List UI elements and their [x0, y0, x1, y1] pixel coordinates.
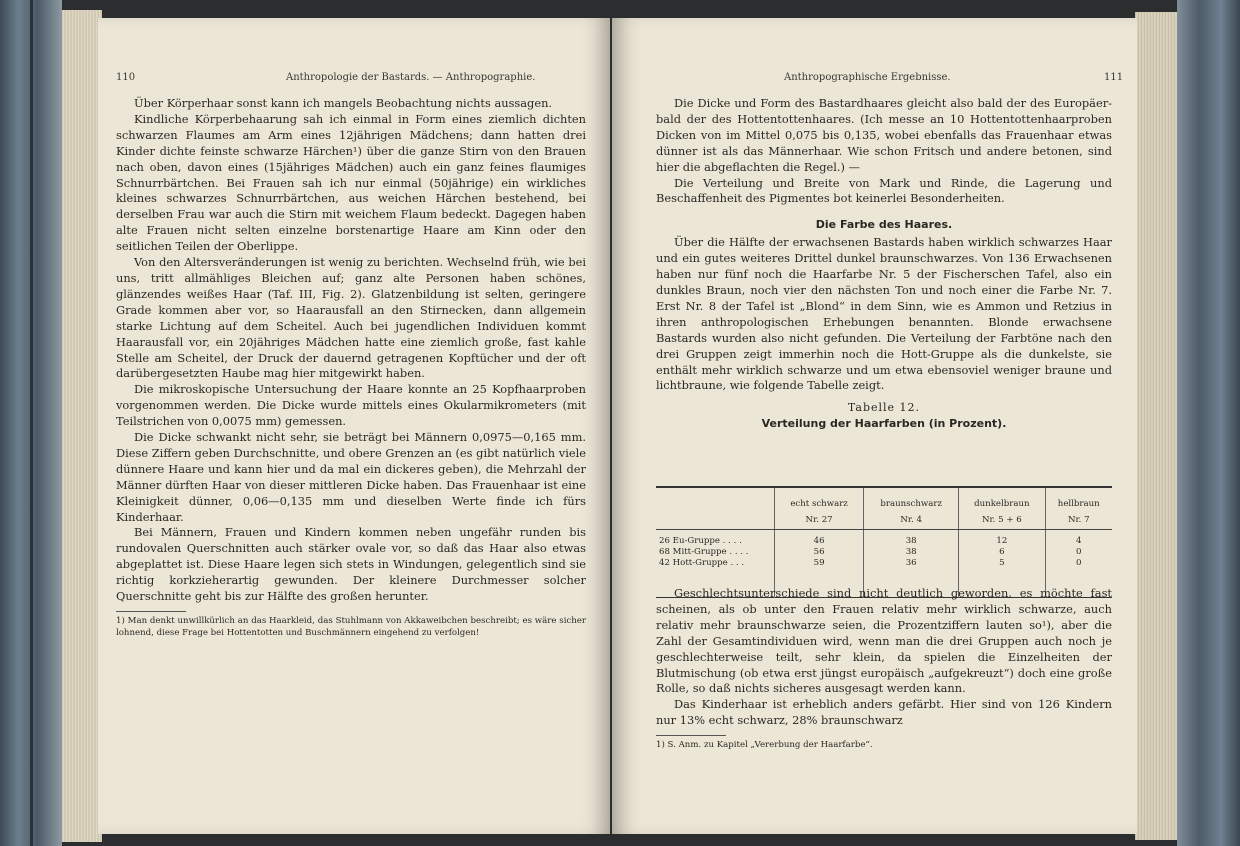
- table-corner: [656, 511, 775, 530]
- table-cell: 46: [775, 530, 864, 548]
- paragraph: Die Verteilung und Breite von Mark und Rinde, die Lagerung und Beschaffenheit des Pigmentes bot keinerlei Besonderheiten.: [656, 175, 1112, 206]
- paragraph: Von den Altersveränderungen ist wenig zu berichten. Wechselnd früh, wie bei uns, tritt allmähliges Bleichen auf; ganz alte Personen haben schönes, glänzendes weißes Haar (Taf. III, Fig. 2). Glatzenbildung ist selten, geringere Grade kommen aber vor, so Haarausfall an den Stirnecken, dann allgemein starke Lichtung auf dem Scheitel. Auch bei jugendlichen Individuen kommt Haarausfall vor, ein 20jähriges Mädchen hatte eine ziemlich große, fast kahle Stelle am Scheitel, der Druck der dauernd getragenen Kopftücher und der oft darübergesetzten Haube mag hier mitgewirkt haben.: [116, 255, 586, 381]
- paragraph: Die mikroskopische Untersuchung der Haare konnte an 25 Kopfhaarproben vorgenommen werden. Die Dicke wurde mittels eines Okularmikrometers (mit Teilstrichen von 0,0075 mm) gemessen.: [116, 382, 586, 429]
- table-cell: 56: [775, 547, 864, 558]
- paragraph: Kindliche Körperbehaarung sah ich einmal in Form eines ziemlich dichten schwarzen Flaumes am Arm eines 12jährigen Mädchens; dann hatten drei Kinder dichte feinste schwarze Härchen¹) über die ganze Stirn von den Brauen nach oben, davon eines (15jähriges Mädchen) auch ein ganz feines flaumiges Schnurrbärtchen. Bei Frauen sah ich nur einmal (50jährige) ein wirkliches kleines schwarzes Schnurrbärtchen, aus weichen Härchen bestehend, bei derselben Frau war auch die Stirn mit weichem Flaum bedeckt. Dagegen haben alte Frauen nicht selten einzelne borstenartige Haare am Kinn oder den seitlichen Teilen der Oberlippe.: [116, 111, 586, 254]
- running-head: Anthropologie der Bastards. — Anthropographie.: [286, 72, 536, 83]
- book-spine-right: [1177, 0, 1240, 846]
- footnote-rule: [116, 611, 186, 612]
- paragraph: Das Kinderhaar ist erheblich anders gefärbt. Hier sind von 126 Kindern nur 13% echt schwarz, 28% braunschwarz: [656, 697, 1112, 728]
- column-header: dunkelbraun: [959, 487, 1045, 511]
- column-header: echt schwarz: [775, 487, 864, 511]
- column-header: hellbraun: [1045, 487, 1112, 511]
- page-edges-right: [1135, 12, 1177, 840]
- footnote: 1) S. Anm. zu Kapitel „Vererbung der Haarfarbe“.: [656, 740, 873, 751]
- paragraph: Die Dicke und Form des Bastardhaares gleicht also bald der des Europäer- bald der des Hottentottenhaares. (Ich messe an 10 Hottentottenhaarproben Dicken von im Mittel 0,075 bis 0,135, wobei ebenfalls das Frauenhaar etwas dünner ist als das Männerhaar. Wie schon Fritsch und andere betonen, sind hier die abgeflachten die Regel.) —: [656, 96, 1112, 174]
- table-cell: 0: [1045, 547, 1112, 558]
- right-body-bottom: [656, 586, 1112, 751]
- column-subheader: Nr. 4: [864, 511, 959, 530]
- table-cell: 38: [864, 547, 959, 558]
- running-head: Anthropographische Ergebnisse.: [784, 72, 951, 83]
- page-edges-left: [62, 10, 102, 842]
- column-subheader: Nr. 27: [775, 511, 864, 530]
- left-page: [98, 18, 610, 834]
- left-body: [116, 96, 586, 639]
- row-label: 26 Eu-Gruppe . . . .: [659, 536, 742, 546]
- column-header: braunschwarz: [864, 487, 959, 511]
- paragraph: Geschlechtsunterschiede sind nicht deutlich geworden, es möchte fast scheinen, als ob unter den Frauen relativ mehr wirklich schwarze, auch relativ mehr braunschwarze seien, die Prozentziffern lauten so¹), aber die Zahl der Gesamtindividuen wird, wenn man die drei Gruppen auch noch je geschlechterweise teilt, sehr klein, da spielen die Einzelheiten der Blutmischung (ob etwa erst jüngst europäisch „aufgekreuzt“) doch eine große Rolle, so daß nichts sicheres ausgesagt werden kann.: [656, 586, 1112, 696]
- table-cell: 38: [864, 530, 959, 548]
- paragraph: Über die Hälfte der erwachsenen Bastards haben wirklich schwarzes Haar und ein gutes weiteres Drittel dunkel braunschwarzes. Von 136 Erwachsenen haben nur fünf noch die Haarfarbe Nr. 5 der Fischerschen Tafel, also ein dunkles Braun, noch vier den nächsten Ton und noch einer die Farbe Nr. 7. Erst Nr. 8 der Tafel ist „Blond“ in dem Sinn, wie es Ammon und Retzius in ihren anthropologischen Erhebungen benannten. Blonde erwachsene Bastards wurden also nicht gefunden. Die Verteilung der Farbtöne nach den drei Gruppen zeigt immerhin noch die Hott-Gruppe als die dunkelste, sie enthält mehr wirklich schwarze und um etwa ebensoviel weniger braune und lichtbraune, wie folgende Tabelle zeigt.: [656, 235, 1112, 393]
- table-caption: [656, 400, 1112, 432]
- table-cell: 6: [959, 547, 1045, 558]
- right-body-top: [656, 96, 1112, 432]
- table-title: Tabelle 12.: [847, 401, 921, 415]
- right-page: [612, 18, 1137, 834]
- hair-color-table: [656, 486, 1112, 598]
- page-number: 111: [1104, 72, 1124, 83]
- paragraph: Bei Männern, Frauen und Kindern kommen neben ungefähr runden bis rundovalen Querschnitten auch stärker ovale vor, so daß das Haar also etwas abgeplattet ist. Diese Haare legen sich stets in Windungen, gelegentlich sind sie richtig korkzieherartig gewunden. Der kleinere Durchmesser solcher Querschnitte geht bis zur Hälfte des großen herunter.: [116, 525, 586, 604]
- column-subheader: Nr. 5 + 6: [959, 511, 1045, 530]
- table-cell: 4: [1045, 530, 1112, 548]
- table-row: [656, 530, 1112, 548]
- table-cell: 36: [864, 558, 959, 598]
- paragraph: Die Dicke schwankt nicht sehr, sie beträgt bei Männern 0,0975—0,165 mm. Diese Ziffern geben Durchschnitte, und obere Grenzen an (es gibt natürlich viele dünnere Haare und kann hier und da mal ein dickeres geben), die Mehrzahl der Männer dürften Haar von dieser mittleren Dicke haben. Das Frauenhaar ist eine Kleinigkeit dünner, 0,06—0,135 mm und dieselben Werte finde ich fürs Kinderhaar.: [116, 430, 586, 524]
- table-cell: 59: [775, 558, 864, 598]
- table-subtitle: Verteilung der Haarfarben (in Prozent).: [761, 417, 1007, 431]
- page-number: 110: [116, 72, 136, 83]
- table-cell: 5: [959, 558, 1045, 598]
- row-label: 68 Mitt-Gruppe . . . .: [659, 547, 749, 557]
- book-spine-left: [0, 0, 62, 846]
- footnote-rule: [656, 735, 726, 736]
- row-label: 42 Hott-Gruppe . . .: [659, 558, 745, 568]
- section-heading: Die Farbe des Haares.: [815, 218, 953, 232]
- column-subheader: Nr. 7: [1045, 511, 1112, 530]
- table-row: [656, 547, 1112, 558]
- table-cell: 12: [959, 530, 1045, 548]
- footnote: 1) Man denkt unwillkürlich an das Haarkleid, das Stuhlmann von Akkaweibchen beschreibt; es wäre sicher lohnend, diese Frage bei Hottentotten und Buschmännern eingehend zu verfolgen!: [116, 616, 586, 639]
- table-corner: [656, 487, 775, 511]
- paragraph: Über Körperhaar sonst kann ich mangels Beobachtung nichts aussagen.: [134, 96, 553, 110]
- table-cell: 0: [1045, 558, 1112, 598]
